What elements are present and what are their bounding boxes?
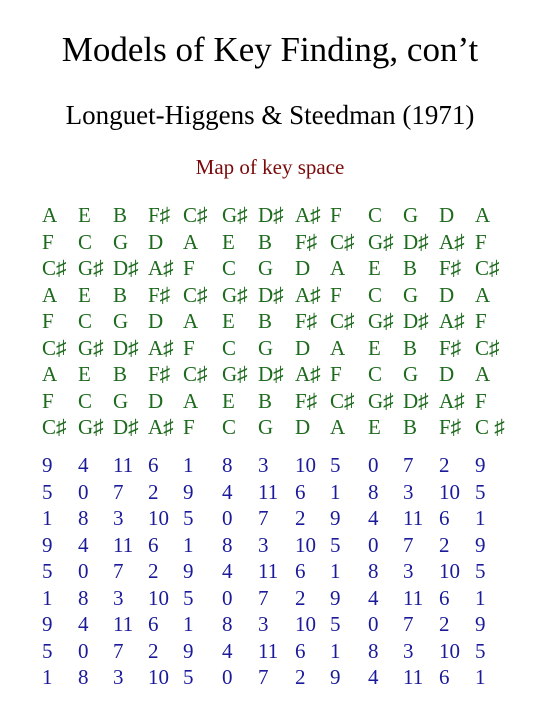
- note-cell: G♯: [368, 229, 394, 254]
- note-cell: B: [113, 362, 128, 386]
- number-cell: 0: [368, 532, 379, 557]
- note-cell: E: [222, 388, 235, 413]
- note-cell: B: [113, 282, 128, 307]
- note-cell: C: [368, 282, 383, 307]
- note-cell-row: [0, 335, 540, 361]
- number-cell: 11: [258, 479, 279, 504]
- note-cell: D: [295, 256, 311, 280]
- slide-title: Models of Key Finding, con’t: [61, 30, 479, 69]
- number-cell: 3: [258, 453, 269, 477]
- note-cell: E: [78, 362, 91, 386]
- note-cell: G: [113, 388, 129, 413]
- number-cell: 3: [258, 532, 269, 557]
- note-cell: D♯: [258, 362, 284, 386]
- note-cell: F: [330, 282, 342, 307]
- number-cell: 5: [42, 559, 53, 583]
- number-cell: 1: [42, 585, 53, 610]
- number-cell: 4: [368, 585, 379, 610]
- number-cell: 0: [368, 612, 379, 636]
- number-cell: 7: [403, 532, 414, 557]
- note-cell: A♯: [439, 229, 465, 254]
- number-cell: 9: [475, 612, 486, 636]
- slide-subtitle: Longuet-Higgens & Steedman (1971): [65, 100, 475, 130]
- note-cell: E: [368, 256, 381, 280]
- number-cell: 8: [222, 532, 233, 557]
- note-cell: C♯: [42, 415, 67, 439]
- note-cell: C♯: [183, 282, 208, 307]
- note-cell: F♯: [148, 362, 171, 386]
- note-cell: G: [258, 415, 274, 439]
- number-cell: 9: [330, 585, 341, 610]
- note-cell: B: [258, 309, 273, 333]
- number-cell: 1: [183, 453, 194, 477]
- number-cell: 3: [113, 506, 124, 530]
- note-cell: A: [42, 203, 58, 227]
- note-cell: D: [148, 388, 164, 413]
- number-cell: 5: [475, 559, 486, 583]
- number-cell: 8: [78, 665, 89, 689]
- number-cell: 8: [78, 585, 89, 610]
- number-cell: 8: [368, 479, 379, 504]
- note-cell: C♯: [475, 335, 500, 360]
- note-cell: F: [42, 229, 54, 254]
- note-cell: G♯: [78, 335, 104, 360]
- note-cell: C ♯: [475, 415, 505, 439]
- number-cell: 9: [183, 638, 194, 663]
- note-cell: D: [148, 309, 164, 333]
- note-cell: D♯: [403, 229, 429, 254]
- number-cell: 7: [403, 453, 414, 477]
- note-cell: E: [222, 309, 235, 333]
- note-cell: G♯: [78, 256, 104, 280]
- number-cell: 4: [368, 665, 379, 689]
- number-cell: 2: [295, 665, 306, 689]
- note-cell: F♯: [295, 309, 318, 333]
- number-cell: 10: [148, 665, 169, 689]
- note-cell: D♯: [258, 203, 284, 227]
- note-cell: G: [113, 229, 129, 254]
- note-cell: C♯: [42, 256, 67, 280]
- note-cell: A♯: [439, 388, 465, 413]
- note-cell: C: [78, 229, 93, 254]
- number-cell: 3: [403, 479, 414, 504]
- number-cell: 4: [222, 638, 233, 663]
- note-cell: C♯: [475, 256, 500, 280]
- number-cell: 2: [295, 585, 306, 610]
- number-cell: 6: [148, 453, 159, 477]
- number-cell-row: [0, 505, 540, 531]
- note-cell: A♯: [148, 415, 174, 439]
- note-cell: F♯: [439, 256, 462, 280]
- number-cell: 9: [42, 453, 53, 477]
- note-cell: A: [183, 229, 199, 254]
- number-cell: 8: [368, 559, 379, 583]
- number-cell: 6: [148, 612, 159, 636]
- number-cell: 9: [42, 612, 53, 636]
- number-cell: 1: [330, 638, 341, 663]
- number-cell: 5: [330, 612, 341, 636]
- note-cell: G♯: [222, 362, 248, 386]
- number-cell: 11: [113, 532, 134, 557]
- note-cell: F: [183, 256, 195, 280]
- number-cell: 1: [183, 532, 194, 557]
- number-cell: 1: [42, 506, 53, 530]
- number-cell: 5: [475, 479, 486, 504]
- number-cell: 11: [403, 585, 424, 610]
- number-cell: 10: [439, 479, 460, 504]
- note-cell: D: [148, 229, 164, 254]
- note-cell: D: [439, 203, 455, 227]
- note-cell: C♯: [42, 335, 67, 360]
- number-cell: 1: [475, 665, 486, 689]
- number-cell: 0: [78, 559, 89, 583]
- note-cell: E: [78, 203, 91, 227]
- number-cell: 3: [113, 665, 124, 689]
- number-cell: 2: [148, 638, 159, 663]
- note-cell-row: [0, 361, 540, 387]
- note-cell: G: [403, 203, 419, 227]
- note-cell: A: [330, 335, 346, 360]
- note-cell: D♯: [113, 415, 139, 439]
- note-cell: B: [258, 388, 273, 413]
- note-cell: F♯: [439, 335, 462, 360]
- number-cell: 1: [330, 479, 341, 504]
- note-cell: B: [113, 203, 128, 227]
- note-cell: A: [42, 282, 58, 307]
- note-cell: D: [439, 362, 455, 386]
- number-cell: 5: [183, 506, 194, 530]
- note-cell: A: [475, 362, 491, 386]
- number-cell-row: [0, 532, 540, 558]
- note-cell: D♯: [113, 256, 139, 280]
- number-cell: 4: [78, 612, 89, 636]
- note-cell: D: [295, 415, 311, 439]
- note-cell: E: [222, 229, 235, 254]
- number-cell: 1: [42, 665, 53, 689]
- number-cell: 6: [439, 665, 450, 689]
- number-cell: 5: [330, 453, 341, 477]
- number-cell: 1: [183, 612, 194, 636]
- note-cell-row: [0, 282, 540, 308]
- number-cell: 11: [113, 453, 134, 477]
- number-cell: 9: [183, 559, 194, 583]
- note-cell: F: [183, 415, 195, 439]
- note-cell-row: [0, 388, 540, 414]
- number-cell: 8: [368, 638, 379, 663]
- number-cell: 3: [403, 638, 414, 663]
- number-cell: 8: [78, 506, 89, 530]
- number-cell: 0: [78, 479, 89, 504]
- number-cell: 4: [78, 453, 89, 477]
- number-cell: 0: [222, 585, 233, 610]
- note-cell: C: [222, 415, 237, 439]
- note-cell: C♯: [330, 309, 355, 333]
- note-cell: G: [258, 256, 274, 280]
- note-cell: A♯: [295, 282, 321, 307]
- note-cell: G: [258, 335, 274, 360]
- number-cell: 10: [439, 559, 460, 583]
- number-cell-row: [0, 638, 540, 664]
- note-cell-row: [0, 229, 540, 255]
- note-cell: D: [295, 335, 311, 360]
- note-cell-row: [0, 202, 540, 228]
- number-cell: 5: [42, 479, 53, 504]
- note-cell: F: [42, 309, 54, 333]
- note-cell: A: [183, 309, 199, 333]
- number-cell: 9: [183, 479, 194, 504]
- note-cell: C♯: [183, 362, 208, 386]
- number-cell: 7: [403, 612, 414, 636]
- number-cell: 6: [439, 585, 450, 610]
- note-cell: B: [258, 229, 273, 254]
- number-cell: 7: [113, 479, 124, 504]
- number-cell: 9: [475, 532, 486, 557]
- note-cell: D♯: [403, 309, 429, 333]
- note-cell: F: [330, 203, 342, 227]
- number-cell: 4: [78, 532, 89, 557]
- note-cell: F: [475, 229, 487, 254]
- number-cell: 2: [439, 612, 450, 636]
- number-cell: 6: [148, 532, 159, 557]
- note-cell: F: [475, 388, 487, 413]
- note-cell: F♯: [148, 203, 171, 227]
- note-cell: G♯: [222, 203, 248, 227]
- number-cell-row: [0, 558, 540, 584]
- number-cell: 6: [295, 479, 306, 504]
- number-cell: 6: [295, 638, 306, 663]
- note-cell: E: [368, 415, 381, 439]
- number-cell: 7: [113, 638, 124, 663]
- number-cell: 4: [222, 559, 233, 583]
- note-cell: B: [403, 335, 418, 360]
- number-cell: 4: [368, 506, 379, 530]
- note-cell: G♯: [368, 388, 394, 413]
- note-cell: B: [403, 256, 418, 280]
- number-cell: 9: [330, 506, 341, 530]
- note-cell-row: [0, 308, 540, 334]
- number-cell-row: [0, 611, 540, 637]
- number-cell-row: [0, 585, 540, 611]
- number-cell: 0: [78, 638, 89, 663]
- note-cell: G♯: [222, 282, 248, 307]
- number-cell: 1: [475, 506, 486, 530]
- note-cell: E: [368, 335, 381, 360]
- number-cell: 7: [113, 559, 124, 583]
- number-cell: 10: [148, 506, 169, 530]
- note-cell: A: [475, 282, 491, 307]
- note-cell: A: [42, 362, 58, 386]
- number-cell: 5: [183, 585, 194, 610]
- note-cell: G: [403, 282, 419, 307]
- number-cell-row: [0, 479, 540, 505]
- note-cell: B: [403, 415, 418, 439]
- number-cell: 11: [403, 506, 424, 530]
- note-cell: A♯: [148, 256, 174, 280]
- number-cell: 7: [258, 506, 269, 530]
- number-cell: 3: [113, 585, 124, 610]
- note-cell: F♯: [439, 415, 462, 439]
- number-cell: 5: [475, 638, 486, 663]
- number-cell: 0: [368, 453, 379, 477]
- note-cell: F: [183, 335, 195, 360]
- number-cell: 2: [439, 453, 450, 477]
- number-cell: 3: [258, 612, 269, 636]
- number-cell: 2: [148, 559, 159, 583]
- note-cell: G♯: [368, 309, 394, 333]
- note-cell: A♯: [439, 309, 465, 333]
- note-cell-row: [0, 255, 540, 281]
- note-cell: C♯: [330, 229, 355, 254]
- number-cell: 5: [42, 638, 53, 663]
- note-cell-row: [0, 414, 540, 440]
- note-cell: C♯: [183, 203, 208, 227]
- number-cell: 0: [222, 506, 233, 530]
- note-cell: C: [368, 203, 383, 227]
- number-cell: 10: [295, 453, 316, 477]
- note-cell: C: [368, 362, 383, 386]
- number-cell: 9: [475, 453, 486, 477]
- number-cell-row: [0, 664, 540, 690]
- number-cell: 4: [222, 479, 233, 504]
- number-cell: 2: [439, 532, 450, 557]
- number-cell: 7: [258, 665, 269, 689]
- note-cell: F♯: [148, 282, 171, 307]
- number-cell: 10: [295, 612, 316, 636]
- number-cell: 10: [148, 585, 169, 610]
- number-cell: 9: [42, 532, 53, 557]
- number-cell: 2: [148, 479, 159, 504]
- note-cell: G: [403, 362, 419, 386]
- note-cell: C♯: [330, 388, 355, 413]
- number-cell: 6: [439, 506, 450, 530]
- note-cell: C: [78, 309, 93, 333]
- number-cell: 8: [222, 612, 233, 636]
- note-cell: F♯: [295, 388, 318, 413]
- number-cell: 6: [295, 559, 306, 583]
- note-cell: C: [78, 388, 93, 413]
- note-cell: C: [222, 335, 237, 360]
- note-cell: F♯: [295, 229, 318, 254]
- number-cell: 3: [403, 559, 414, 583]
- number-cell: 10: [439, 638, 460, 663]
- number-cell: 11: [258, 559, 279, 583]
- number-cell: 5: [330, 532, 341, 557]
- note-cell: E: [78, 282, 91, 307]
- note-cell: A♯: [148, 335, 174, 360]
- note-cell: A: [183, 388, 199, 413]
- number-cell: 1: [475, 585, 486, 610]
- key-space-caption: Map of key space: [195, 155, 345, 179]
- note-cell: D: [439, 282, 455, 307]
- note-cell: A: [330, 415, 346, 439]
- number-cell: 2: [295, 506, 306, 530]
- note-cell: G: [113, 309, 129, 333]
- note-cell: G♯: [78, 415, 104, 439]
- number-cell: 11: [113, 612, 134, 636]
- number-cell: 0: [222, 665, 233, 689]
- number-cell: 11: [403, 665, 424, 689]
- number-cell: 9: [330, 665, 341, 689]
- note-cell: D♯: [258, 282, 284, 307]
- note-cell: F: [475, 309, 487, 333]
- note-cell: C: [222, 256, 237, 280]
- note-cell: A♯: [295, 362, 321, 386]
- note-cell: A♯: [295, 203, 321, 227]
- note-cell: A: [475, 203, 491, 227]
- note-cell: F: [330, 362, 342, 386]
- number-cell: 5: [183, 665, 194, 689]
- note-cell: F: [42, 388, 54, 413]
- number-cell: 10: [295, 532, 316, 557]
- note-cell: D♯: [113, 335, 139, 360]
- number-cell: 8: [222, 453, 233, 477]
- number-cell: 7: [258, 585, 269, 610]
- number-cell: 1: [330, 559, 341, 583]
- note-cell: A: [330, 256, 346, 280]
- note-cell: D♯: [403, 388, 429, 413]
- number-cell-row: [0, 452, 540, 478]
- number-cell: 11: [258, 638, 279, 663]
